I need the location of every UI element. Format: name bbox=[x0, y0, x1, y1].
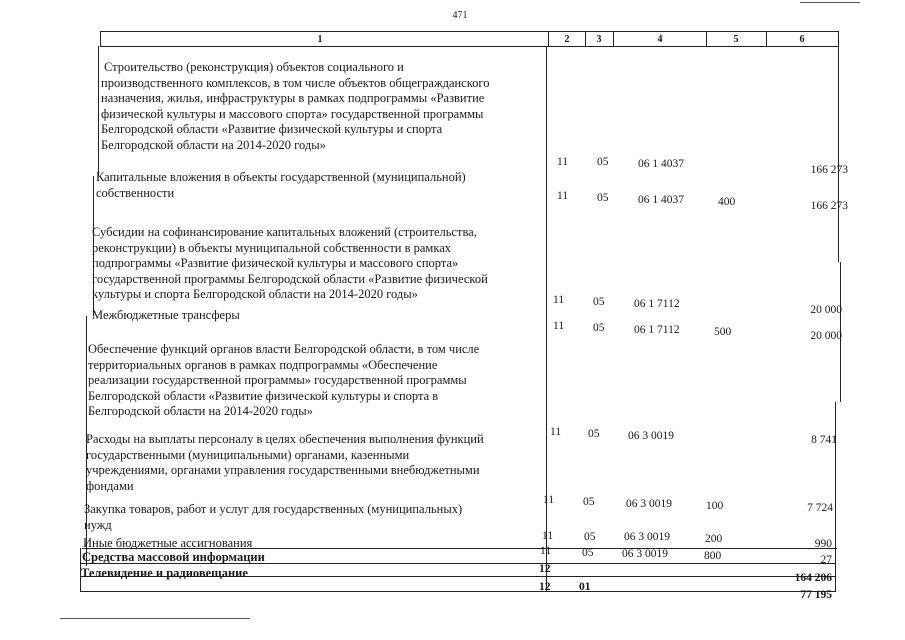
row-1-sum: 166 273 bbox=[810, 200, 848, 212]
row-7-pr: 05 bbox=[582, 547, 594, 559]
scan-mark-bottom bbox=[60, 618, 250, 619]
row-1-vr: 400 bbox=[718, 196, 736, 208]
row-6-csr: 06 3 0019 bbox=[624, 531, 670, 543]
row-4-rz: 11 bbox=[550, 426, 562, 438]
row-3-csr: 06 1 7112 bbox=[634, 324, 680, 336]
row-1-description: Капитальные вложения в объекты государственной (муниципальной) собственности bbox=[96, 170, 466, 200]
row-5-rz: 11 bbox=[543, 494, 555, 506]
row-9-rz: 12 bbox=[539, 581, 551, 593]
row-1-csr: 06 1 4037 bbox=[638, 194, 684, 206]
header-col-3: 3 bbox=[596, 34, 602, 45]
row-9-sum: 77 195 bbox=[800, 589, 832, 601]
row-6-pr: 05 bbox=[584, 531, 596, 543]
row-7-csr: 06 3 0019 bbox=[622, 548, 668, 560]
row-2-description: Субсидии на софинансирование капитальных вложений (строительства, реконструкции) в объекты муниципальной собственности в рамках подпрограммы «Развитие физической культуры и массового спорта» государственной программы Белгородской области «Развитие физической культуры и спорта Белгородской области на 2014-2020 годы» bbox=[92, 225, 488, 301]
row-1-pr: 05 bbox=[597, 192, 609, 204]
row-8-rz: 12 bbox=[539, 563, 551, 575]
row-5-sum: 7 724 bbox=[807, 502, 833, 514]
row-4-description: Обеспечение функций органов власти Белгородской области, в том числе территориальных органов в рамках подпрограммы «Обеспечение реализации государственной программы» государственной программы Белгородской области «Развитие физической культуры и спорта в Белгородской области на 2014-2020 годы» bbox=[88, 342, 480, 418]
row-6-sum: 990 bbox=[814, 538, 832, 550]
row-5-description: Расходы на выплаты персоналу в целях обеспечения выполнения функций государственными (муниципальными) органами, казенными учреждениями, органами управления государственными внебюджетными фондами bbox=[86, 432, 484, 493]
header-col-4: 4 bbox=[657, 34, 663, 45]
row-0-csr: 06 1 4037 bbox=[638, 158, 684, 170]
row-9-pr: 01 bbox=[579, 581, 591, 593]
header-col-5: 5 bbox=[733, 34, 739, 45]
row-3-description: Межбюджетные трансферы bbox=[92, 308, 240, 322]
row-8-sum: 164 206 bbox=[794, 572, 832, 584]
row-3-sum: 20 000 bbox=[810, 330, 842, 342]
row-7-rz: 11 bbox=[540, 545, 552, 557]
row-4-pr: 05 bbox=[588, 428, 600, 440]
header-col-1: 1 bbox=[317, 34, 323, 45]
row-0-rz: 11 bbox=[557, 156, 569, 168]
page-number: 471 bbox=[452, 10, 468, 21]
row-6-description: Закупка товаров, работ и услуг для государственных (муниципальных) нужд bbox=[84, 502, 463, 532]
row-7-sum: 27 bbox=[820, 554, 832, 566]
row-3-vr: 500 bbox=[714, 326, 732, 338]
row-7-vr: 800 bbox=[704, 550, 722, 562]
row-2-sum: 20 000 bbox=[810, 304, 842, 316]
row-6-rz: 11 bbox=[542, 530, 554, 542]
row-0-pr: 05 bbox=[597, 156, 609, 168]
row-4-csr: 06 3 0019 bbox=[628, 430, 674, 442]
row-7-description: Иные бюджетные ассигнования bbox=[83, 536, 253, 550]
header-col-2: 2 bbox=[564, 34, 570, 45]
row-4-sum: 8 741 bbox=[811, 434, 837, 446]
row-6-vr: 200 bbox=[705, 533, 723, 545]
row-1-rz: 11 bbox=[557, 190, 569, 202]
row-5-csr: 06 3 0019 bbox=[626, 498, 672, 510]
row-9-description: Телевидение и радиовещание bbox=[81, 566, 248, 580]
row-5-vr: 100 bbox=[706, 500, 724, 512]
row-3-pr: 05 bbox=[593, 322, 605, 334]
row-2-csr: 06 1 7112 bbox=[634, 298, 680, 310]
row-2-rz: 11 bbox=[553, 294, 565, 306]
row-0-description: Строительство (реконструкция) объектов социального и производственного комплексов, в том числе объектов общегражданского назначения, жилья, инфраструктуры в рамках подпрограммы «Развитие физической культуры и массового спорта» государственной программы Белгородской области «Развитие физической культуры и спорта Белгородской области на 2014-2020 годы» bbox=[101, 60, 490, 152]
row-8-description: Средства массовой информации bbox=[82, 550, 265, 564]
scan-mark-top bbox=[800, 2, 860, 3]
row-5-pr: 05 bbox=[583, 496, 595, 508]
header-col-6: 6 bbox=[799, 34, 805, 45]
row-0-sum: 166 273 bbox=[810, 164, 848, 176]
row-2-pr: 05 bbox=[593, 296, 605, 308]
row-3-rz: 11 bbox=[553, 320, 565, 332]
